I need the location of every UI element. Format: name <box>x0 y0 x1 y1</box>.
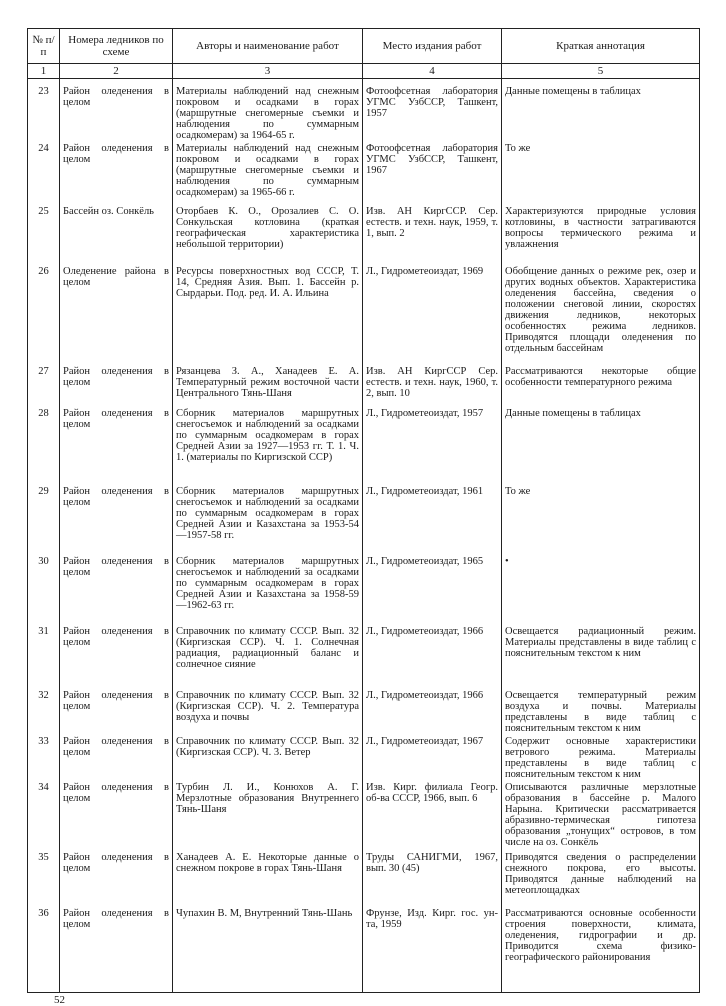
cell-place: Фотоофсетная лаборатория УГМС УзбССР, Ташкент, 1957 <box>363 79 502 144</box>
header-num: № п/п <box>28 29 60 64</box>
cell-num: 30 <box>28 556 60 626</box>
cell-annotation: Рассматриваются некоторые общие особенности температурного режима <box>502 366 700 408</box>
cell-glaciers: Оледенение района в целом <box>60 266 173 366</box>
cell-num: 29 <box>28 486 60 556</box>
cell-annotation: Характеризуются природные условия котловины, в частности затрагиваются вопросы термического режима и увлажнения <box>502 206 700 266</box>
cell-place: Труды САНИГМИ, 1967, вып. 30 (45) <box>363 852 502 908</box>
cell-glaciers: Район оледенения в целом <box>60 79 173 144</box>
cell-glaciers: Район оледенения в целом <box>60 626 173 690</box>
table-row <box>28 486 700 556</box>
cell-annotation: То же <box>502 143 700 206</box>
cell-num: 23 <box>28 79 60 144</box>
cell-glaciers: Район оледенения в целом <box>60 852 173 908</box>
cell-annotation: То же <box>502 486 700 556</box>
cell-glaciers: Район оледенения в целом <box>60 366 173 408</box>
cell-num: 35 <box>28 852 60 908</box>
cell-place: Фотоофсетная лаборатория УГМС УзбССР, Ташкент, 1967 <box>363 143 502 206</box>
cell-num: 36 <box>28 908 60 992</box>
cell-authors: Справочник по климату СССР. Вып. 32 (Киргизская ССР). Ч. 3. Ветер <box>173 736 363 782</box>
table-body <box>28 79 700 993</box>
column-number: 2 <box>60 64 173 79</box>
page-number: 52 <box>54 994 65 1006</box>
cell-annotation: Описываются различные мерзлотные образования в бассейне р. Малого Нарына. Критически рассматривается абразивно-термическая гипотеза образования „тонущих“ островов, в том числе на оз. Сонкёль <box>502 782 700 852</box>
cell-authors: Сборник материалов маршрутных снегосъемок и наблюдений за осадками по суммарным осадкомерам в горах Средней Азии и Казахстана за 1958-59—1962-63 гг. <box>173 556 363 626</box>
bibliography-table <box>27 28 700 993</box>
cell-place: Изв. Кирг. филиала Геогр. об-ва СССР, 1966, вып. 6 <box>363 782 502 852</box>
cell-authors: Рязанцева З. А., Ханадеев Е. А. Температурный режим восточной части Центрального Тянь-Шаня <box>173 366 363 408</box>
cell-place: Л., Гидрометеоиздат, 1969 <box>363 266 502 366</box>
cell-annotation: Рассматриваются основные особенности строения поверхности, климата, оледенения, гидрографии и др. Приводится схема физико-географического районирования <box>502 908 700 992</box>
bibliography-table-page <box>27 28 699 1006</box>
table-row <box>28 206 700 266</box>
header-glaciers: Номера ледников по схеме <box>60 29 173 64</box>
cell-authors: Чупахин В. М, Внутренний Тянь-Шань <box>173 908 363 992</box>
cell-num: 31 <box>28 626 60 690</box>
cell-glaciers: Район оледенения в целом <box>60 143 173 206</box>
cell-authors: Оторбаев К. О., Орозалиев С. О. Сонкульская котловина (краткая географическая характеристика небольшой территории) <box>173 206 363 266</box>
column-number-row <box>28 64 700 79</box>
table-row <box>28 908 700 992</box>
cell-glaciers: Район оледенения в целом <box>60 556 173 626</box>
cell-annotation: Освещается температурный режим воздуха и почвы. Материалы представлены в виде таблиц с пояснительным текстом к ним <box>502 690 700 736</box>
cell-authors: Ресурсы поверхностных вод СССР, Т. 14, Средняя Азия. Вып. 1. Бассейн р. Сырдарьи. Под. ред. И. А. Ильина <box>173 266 363 366</box>
table-row <box>28 690 700 736</box>
cell-glaciers: Район оледенения в целом <box>60 486 173 556</box>
table-row <box>28 626 700 690</box>
cell-annotation: Освещается радиационный режим. Материалы представлены в виде таблиц с пояснительным текстом к ним <box>502 626 700 690</box>
cell-annotation: Приводятся сведения о распределении снежного покрова, его высоты. Приводятся данные наблюдений на метеоплощадках <box>502 852 700 908</box>
column-number: 5 <box>502 64 700 79</box>
table-header <box>28 29 700 79</box>
cell-authors: Сборник материалов маршрутных снегосъемок и наблюдений за осадками по суммарным осадкомерам в горах Средней Азии за 1927—1953 гг. Т. 1. Ч. 1. (материалы по Киргизской ССР) <box>173 408 363 486</box>
cell-place: Изв. АН КиргССР Сер. естеств. и техн. наук, 1960, т. 2, вып. 10 <box>363 366 502 408</box>
cell-num: 33 <box>28 736 60 782</box>
cell-num: 32 <box>28 690 60 736</box>
table-row <box>28 852 700 908</box>
cell-authors: Материалы наблюдений над снежным покровом и осадками в горах (маршрутные снегомерные съемки и наблюдения по суммарным осадкомерам) за 1965-66 г. <box>173 143 363 206</box>
cell-place: Л., Гидрометеоиздат, 1967 <box>363 736 502 782</box>
cell-place: Фрунзе, Изд. Кирг. гос. ун-та, 1959 <box>363 908 502 992</box>
cell-authors: Справочник по климату СССР. Вып. 32 (Киргизская ССР). Ч. 2. Температура воздуха и почвы <box>173 690 363 736</box>
table-row <box>28 782 700 852</box>
cell-place: Л., Гидрометеоиздат, 1965 <box>363 556 502 626</box>
cell-num: 28 <box>28 408 60 486</box>
cell-place: Л., Гидрометеоиздат, 1957 <box>363 408 502 486</box>
cell-authors: Турбин Л. И., Конюхов А. Г. Мерзлотные образования Внутреннего Тянь-Шаня <box>173 782 363 852</box>
column-number: 1 <box>28 64 60 79</box>
cell-authors: Сборник материалов маршрутных снегосъемок и наблюдений за осадками по суммарным осадкомерам в горах Средней Азии и Казахстана за 1953-54—1957-58 гг. <box>173 486 363 556</box>
cell-annotation: Данные помещены в таблицах <box>502 79 700 144</box>
column-number: 3 <box>173 64 363 79</box>
table-row <box>28 79 700 144</box>
cell-annotation: Данные помещены в таблицах <box>502 408 700 486</box>
cell-num: 34 <box>28 782 60 852</box>
table-row <box>28 266 700 366</box>
cell-glaciers: Район оледенения в целом <box>60 908 173 992</box>
cell-glaciers: Район оледенения в целом <box>60 782 173 852</box>
cell-place: Л., Гидрометеоиздат, 1966 <box>363 690 502 736</box>
cell-authors: Справочник по климату СССР. Вып. 32 (Киргизская ССР). Ч. 1. Солнечная радиация, радиационный баланс и солнечное сияние <box>173 626 363 690</box>
cell-annotation: Содержит основные характеристики ветрового режима. Материалы представлены в виде таблиц с пояснительным текстом к ним <box>502 736 700 782</box>
header-authors: Авторы и наименование работ <box>173 29 363 64</box>
header-annotation: Краткая аннотация <box>502 29 700 64</box>
cell-glaciers: Район оледенения в целом <box>60 690 173 736</box>
cell-num: 26 <box>28 266 60 366</box>
table-row <box>28 736 700 782</box>
cell-place: Л., Гидрометеоиздат, 1961 <box>363 486 502 556</box>
cell-authors: Ханадеев А. Е. Некоторые данные о снежном покрове в горах Тянь-Шаня <box>173 852 363 908</box>
table-row <box>28 408 700 486</box>
cell-place: Л., Гидрометеоиздат, 1966 <box>363 626 502 690</box>
cell-glaciers: Район оледенения в целом <box>60 736 173 782</box>
cell-num: 24 <box>28 143 60 206</box>
cell-glaciers: Бассейн оз. Сонкёль <box>60 206 173 266</box>
cell-glaciers: Район оледенения в целом <box>60 408 173 486</box>
cell-annotation: Обобщение данных о режиме рек, озер и других водных объектов. Характеристика оледенения бассейна, сведения о положении снеговой линии, скоростях движения ледников, некоторых особенностях режима ледников. Приводятся площади оледенения по отдельным бассейнам <box>502 266 700 366</box>
table-row <box>28 556 700 626</box>
table-row <box>28 366 700 408</box>
table-row <box>28 143 700 206</box>
column-number: 4 <box>363 64 502 79</box>
cell-authors: Материалы наблюдений над снежным покровом и осадками в горах (маршрутные снегомерные съемки и наблюдения по суммарным осадкомерам) за 1964-65 г. <box>173 79 363 144</box>
header-place: Место издания работ <box>363 29 502 64</box>
cell-annotation: • <box>502 556 700 626</box>
cell-num: 27 <box>28 366 60 408</box>
cell-num: 25 <box>28 206 60 266</box>
cell-place: Изв. АН КиргССР. Сер. естеств. и техн. наук, 1959, т. 1, вып. 2 <box>363 206 502 266</box>
